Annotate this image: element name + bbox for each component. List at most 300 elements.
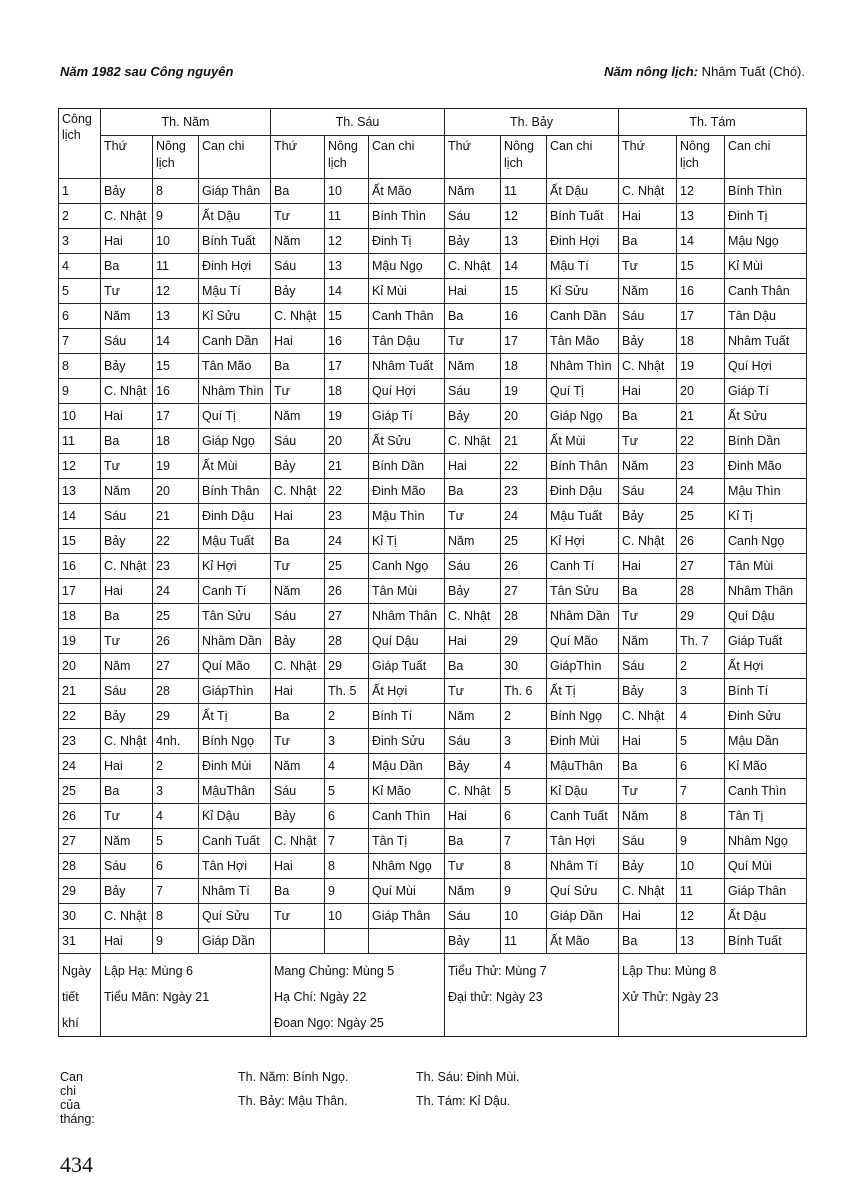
month-can-chi-entry: Th. Bảy: Mậu Thân.	[238, 1094, 348, 1108]
table-cell: Năm	[445, 179, 501, 204]
table-cell: Canh Thìn	[369, 804, 445, 829]
table-cell: Giáp Thân	[369, 904, 445, 929]
table-row	[59, 454, 807, 479]
table-cell: Nhâm Tí	[547, 854, 619, 879]
table-cell: Quí Mão	[199, 654, 271, 679]
table-cell: 12	[325, 229, 369, 254]
table-cell: Ba	[101, 604, 153, 629]
table-cell: 19	[325, 404, 369, 429]
table-row	[59, 654, 807, 679]
table-cell: Tư	[271, 904, 325, 929]
day-cell: 28	[59, 854, 101, 879]
table-cell: 8	[153, 904, 199, 929]
table-cell: 5	[325, 779, 369, 804]
tiet-khi-entry: Xử Thử: Ngày 23	[622, 990, 719, 1004]
day-cell: 27	[59, 829, 101, 854]
table-cell: 21	[153, 504, 199, 529]
table-cell: Sáu	[271, 429, 325, 454]
table-cell: Ba	[619, 404, 677, 429]
table-cell: 6	[501, 804, 547, 829]
table-cell: Ất Sửu	[369, 429, 445, 454]
table-cell: 3	[501, 729, 547, 754]
table-cell: Kỉ Tị	[725, 504, 807, 529]
table-cell: Sáu	[445, 904, 501, 929]
lunar-year-label: Năm nông lịch:	[604, 64, 699, 79]
table-cell	[369, 929, 445, 954]
table-cell: 6	[153, 854, 199, 879]
day-cell: 6	[59, 304, 101, 329]
table-row	[59, 404, 807, 429]
table-cell: Tư	[101, 804, 153, 829]
table-cell: Năm	[445, 529, 501, 554]
table-row	[59, 779, 807, 804]
calendar-table	[58, 108, 807, 1037]
table-cell: Th. 5	[325, 679, 369, 704]
table-cell: Giáp Ngọ	[547, 404, 619, 429]
table-row	[59, 829, 807, 854]
table-cell: 28	[677, 579, 725, 604]
table-cell: Bính Dần	[369, 454, 445, 479]
table-cell: 13	[677, 204, 725, 229]
table-cell: Ất Tị	[199, 704, 271, 729]
table-cell: Bính Thân	[199, 479, 271, 504]
day-cell: 30	[59, 904, 101, 929]
table-cell: Hai	[619, 379, 677, 404]
table-cell: C. Nhật	[101, 729, 153, 754]
table-row	[59, 254, 807, 279]
table-cell: Sáu	[619, 829, 677, 854]
table-cell: 7	[677, 779, 725, 804]
table-cell: C. Nhật	[271, 304, 325, 329]
table-cell: Năm	[271, 229, 325, 254]
table-cell: 16	[501, 304, 547, 329]
table-cell: GiápThìn	[547, 654, 619, 679]
table-cell: Hai	[101, 929, 153, 954]
table-cell: Năm	[271, 579, 325, 604]
table-cell: Quí Mùi	[725, 854, 807, 879]
table-cell: Mậu Ngọ	[369, 254, 445, 279]
table-cell: Tân Tị	[725, 804, 807, 829]
table-cell: Ất Mùi	[199, 454, 271, 479]
table-cell: 26	[325, 579, 369, 604]
table-cell: Bảy	[271, 629, 325, 654]
table-cell: Quí Mão	[547, 629, 619, 654]
table-cell: Hai	[445, 454, 501, 479]
table-cell: 9	[153, 204, 199, 229]
table-cell: Quí Tị	[547, 379, 619, 404]
page-number: 434	[60, 1152, 93, 1177]
table-cell: 20	[501, 404, 547, 429]
table-cell: C. Nhật	[619, 879, 677, 904]
table-cell: C. Nhật	[271, 479, 325, 504]
table-cell: Canh Thân	[725, 279, 807, 304]
table-cell: Tư	[271, 729, 325, 754]
day-cell: 8	[59, 354, 101, 379]
table-cell: Ba	[445, 304, 501, 329]
table-cell: Hai	[619, 554, 677, 579]
day-cell: 24	[59, 754, 101, 779]
table-cell: 2	[501, 704, 547, 729]
table-cell: 27	[501, 579, 547, 604]
table-cell: Canh Ngọ	[725, 529, 807, 554]
table-cell: Giáp Dần	[199, 929, 271, 954]
table-cell: Tư	[619, 779, 677, 804]
tiet-khi-entry: Mang Chủng: Mùng 5	[274, 964, 395, 978]
table-cell: 15	[153, 354, 199, 379]
table-cell: Kỉ Mão	[369, 779, 445, 804]
table-row	[59, 354, 807, 379]
table-cell: Tân Sửu	[547, 579, 619, 604]
column-header: Nông lịch	[153, 136, 199, 179]
table-cell: Đinh Hợi	[547, 229, 619, 254]
table-cell: Năm	[271, 754, 325, 779]
table-cell: Nhâm Dần	[199, 629, 271, 654]
table-cell: Bính Ngọ	[199, 729, 271, 754]
table-cell: Giáp Ngọ	[199, 429, 271, 454]
table-cell: Sáu	[619, 304, 677, 329]
table-cell: 21	[325, 454, 369, 479]
table-cell: Năm	[619, 804, 677, 829]
column-header: Thứ	[271, 136, 325, 179]
table-cell: 21	[677, 404, 725, 429]
table-cell: Mậu Thìn	[725, 479, 807, 504]
table-cell: Đinh Sửu	[369, 729, 445, 754]
table-cell: 6	[325, 804, 369, 829]
table-cell: 17	[501, 329, 547, 354]
table-cell: 18	[501, 354, 547, 379]
day-cell: 9	[59, 379, 101, 404]
table-cell: Năm	[445, 704, 501, 729]
table-row	[59, 604, 807, 629]
table-cell: Ba	[619, 229, 677, 254]
table-cell: Sáu	[445, 554, 501, 579]
table-cell: 15	[325, 304, 369, 329]
table-cell: 12	[501, 204, 547, 229]
month-header: Th. Sáu	[271, 109, 445, 136]
day-cell: 26	[59, 804, 101, 829]
table-cell: Bảy	[445, 754, 501, 779]
table-cell: 8	[501, 854, 547, 879]
table-cell: Quí Hợi	[369, 379, 445, 404]
table-row	[59, 904, 807, 929]
table-cell: Bảy	[619, 854, 677, 879]
day-cell: 11	[59, 429, 101, 454]
table-row	[59, 729, 807, 754]
table-cell: Ất Sửu	[725, 404, 807, 429]
table-cell: Canh Thân	[369, 304, 445, 329]
table-cell: Hai	[101, 754, 153, 779]
table-cell	[325, 929, 369, 954]
table-cell: 23	[325, 504, 369, 529]
table-cell: 29	[153, 704, 199, 729]
column-header: Thứ	[619, 136, 677, 179]
table-cell: Giáp Thân	[725, 879, 807, 904]
table-cell: 10	[325, 179, 369, 204]
table-cell: C. Nhật	[101, 204, 153, 229]
table-cell: 13	[153, 304, 199, 329]
table-cell: 2	[677, 654, 725, 679]
table-cell: Quí Mùi	[369, 879, 445, 904]
table-cell: 26	[677, 529, 725, 554]
tiet-khi-label: Ngày tiết khí	[59, 954, 101, 1037]
table-cell: Hai	[445, 279, 501, 304]
table-cell: Tân Dậu	[725, 304, 807, 329]
day-cell: 18	[59, 604, 101, 629]
table-cell: Tư	[271, 379, 325, 404]
table-cell: Bảy	[445, 579, 501, 604]
table-cell: 22	[153, 529, 199, 554]
table-cell: Kỉ Dậu	[547, 779, 619, 804]
table-cell: 25	[325, 554, 369, 579]
table-cell: Năm	[445, 879, 501, 904]
table-cell: Năm	[101, 654, 153, 679]
table-cell: C. Nhật	[445, 429, 501, 454]
table-cell: 7	[325, 829, 369, 854]
table-cell: Bảy	[271, 454, 325, 479]
table-cell: 4	[677, 704, 725, 729]
tiet-khi-cell	[619, 954, 807, 1037]
tiet-khi-row	[59, 954, 807, 1037]
table-cell: Sáu	[445, 379, 501, 404]
column-header: Can chi	[369, 136, 445, 179]
table-cell: 29	[325, 654, 369, 679]
table-cell: 17	[325, 354, 369, 379]
table-cell: Kỉ Mão	[725, 754, 807, 779]
table-cell: Sáu	[101, 679, 153, 704]
table-cell: 3	[153, 779, 199, 804]
table-cell: Tư	[445, 854, 501, 879]
table-cell: Tân Tị	[369, 829, 445, 854]
table-cell: 20	[153, 479, 199, 504]
tiet-khi-cell	[101, 954, 271, 1037]
table-cell: Ba	[101, 779, 153, 804]
day-cell: 7	[59, 329, 101, 354]
table-cell: C. Nhật	[271, 829, 325, 854]
table-cell: Hai	[101, 579, 153, 604]
table-cell: 5	[153, 829, 199, 854]
table-cell: 20	[677, 379, 725, 404]
column-header: Can chi	[547, 136, 619, 179]
table-cell: Ba	[101, 254, 153, 279]
table-cell: Ất Dậu	[725, 904, 807, 929]
table-cell: 16	[153, 379, 199, 404]
table-cell: 13	[325, 254, 369, 279]
table-cell: Tư	[445, 679, 501, 704]
table-cell: Năm	[101, 304, 153, 329]
table-cell: Canh Tuất	[547, 804, 619, 829]
table-cell: Sáu	[619, 479, 677, 504]
table-cell: Ất Mão	[547, 929, 619, 954]
table-cell: Đinh Mùi	[199, 754, 271, 779]
lunar-year-value: Nhâm Tuất (Chó).	[698, 64, 805, 79]
table-cell: Nhâm Dần	[547, 604, 619, 629]
table-cell: Hai	[271, 504, 325, 529]
table-cell: Tư	[445, 329, 501, 354]
cong-lich-header: Công lịch	[59, 109, 101, 179]
table-cell: 11	[325, 204, 369, 229]
day-cell: 17	[59, 579, 101, 604]
table-cell: Tân Sửu	[199, 604, 271, 629]
table-row	[59, 854, 807, 879]
table-cell: 28	[153, 679, 199, 704]
table-cell: Tư	[619, 429, 677, 454]
table-cell: Ba	[271, 354, 325, 379]
table-cell: Canh Tuất	[199, 829, 271, 854]
table-cell: Hai	[619, 729, 677, 754]
table-cell: 5	[501, 779, 547, 804]
table-cell: Sáu	[101, 854, 153, 879]
table-row	[59, 279, 807, 304]
table-cell: C. Nhật	[101, 379, 153, 404]
table-cell: 4nh.	[153, 729, 199, 754]
table-cell: Bính Dần	[725, 429, 807, 454]
table-cell: 22	[325, 479, 369, 504]
tiet-khi-entry: Đại thử: Ngày 23	[448, 990, 543, 1004]
table-cell: Th. 6	[501, 679, 547, 704]
table-cell: 7	[501, 829, 547, 854]
table-cell: Đinh Dậu	[547, 479, 619, 504]
tiet-khi-entry: Tiểu Thử: Mùng 7	[448, 964, 547, 978]
table-cell: Giáp Tuất	[369, 654, 445, 679]
table-row	[59, 204, 807, 229]
table-row	[59, 679, 807, 704]
table-cell: 15	[677, 254, 725, 279]
table-cell: Đinh Sửu	[725, 704, 807, 729]
table-cell: Nhâm Thìn	[547, 354, 619, 379]
table-cell: 16	[677, 279, 725, 304]
table-cell: 12	[153, 279, 199, 304]
table-cell: 14	[501, 254, 547, 279]
table-row	[59, 479, 807, 504]
column-header: Nông lịch	[501, 136, 547, 179]
table-cell: 27	[325, 604, 369, 629]
table-cell: Nhâm Ngọ	[369, 854, 445, 879]
table-row	[59, 704, 807, 729]
table-cell: Ba	[271, 879, 325, 904]
table-cell: GiápThìn	[199, 679, 271, 704]
table-cell: Th. 7	[677, 629, 725, 654]
table-cell: Bảy	[101, 354, 153, 379]
table-cell: Hai	[445, 804, 501, 829]
day-cell: 15	[59, 529, 101, 554]
table-cell: Canh Dần	[547, 304, 619, 329]
table-cell: Ba	[619, 929, 677, 954]
table-row	[59, 579, 807, 604]
table-cell: 25	[501, 529, 547, 554]
table-cell: Đinh Mùi	[547, 729, 619, 754]
table-cell: 14	[153, 329, 199, 354]
table-cell: Ất Dậu	[199, 204, 271, 229]
table-cell: Năm	[619, 454, 677, 479]
table-cell: MậuThân	[547, 754, 619, 779]
table-cell: 4	[501, 754, 547, 779]
table-cell: Năm	[445, 354, 501, 379]
table-cell: Hai	[271, 329, 325, 354]
table-row	[59, 379, 807, 404]
tiet-khi-cell	[271, 954, 445, 1037]
table-cell: Tư	[271, 204, 325, 229]
tiet-khi-entry: Tiểu Mãn: Ngày 21	[104, 990, 210, 1004]
table-cell: 10	[153, 229, 199, 254]
table-cell: 9	[677, 829, 725, 854]
table-cell: Mậu Dần	[725, 729, 807, 754]
table-cell: Giáp Tí	[725, 379, 807, 404]
table-cell: 25	[677, 504, 725, 529]
table-cell: Tân Mão	[199, 354, 271, 379]
table-cell: Năm	[101, 479, 153, 504]
table-cell: Quí Tị	[199, 404, 271, 429]
table-cell: 10	[325, 904, 369, 929]
table-cell: 15	[501, 279, 547, 304]
table-cell: 23	[677, 454, 725, 479]
table-cell: Nhâm Thìn	[199, 379, 271, 404]
table-cell: Hai	[619, 204, 677, 229]
table-cell: 20	[325, 429, 369, 454]
table-cell: 18	[153, 429, 199, 454]
table-row	[59, 179, 807, 204]
table-cell: Bảy	[445, 229, 501, 254]
table-cell: Hai	[101, 229, 153, 254]
table-cell: 21	[501, 429, 547, 454]
tiet-khi-entry: Đoan Ngọ: Ngày 25	[274, 1016, 384, 1030]
day-cell: 25	[59, 779, 101, 804]
table-cell: 9	[501, 879, 547, 904]
table-cell: Bính Tuất	[199, 229, 271, 254]
table-cell: Hai	[271, 679, 325, 704]
table-cell: Tư	[101, 279, 153, 304]
table-cell: 14	[677, 229, 725, 254]
table-cell: C. Nhật	[101, 554, 153, 579]
table-cell: Ba	[619, 754, 677, 779]
table-cell: 11	[501, 179, 547, 204]
table-cell: Canh Tí	[199, 579, 271, 604]
day-cell: 2	[59, 204, 101, 229]
table-cell: 19	[153, 454, 199, 479]
table-cell: 13	[501, 229, 547, 254]
column-header: Can chi	[199, 136, 271, 179]
table-cell: 11	[153, 254, 199, 279]
table-cell: Năm	[271, 404, 325, 429]
table-cell: Đinh Dậu	[199, 504, 271, 529]
table-cell: 27	[677, 554, 725, 579]
table-cell: 25	[153, 604, 199, 629]
table-cell: Bính Tuất	[725, 929, 807, 954]
table-cell: Sáu	[271, 254, 325, 279]
table-cell: Ba	[101, 429, 153, 454]
table-cell: Tư	[101, 454, 153, 479]
table-cell: Quí Sửu	[547, 879, 619, 904]
table-cell: Ba	[445, 479, 501, 504]
column-header: Thứ	[101, 136, 153, 179]
table-cell: Bính Ngọ	[547, 704, 619, 729]
table-cell: Canh Dần	[199, 329, 271, 354]
table-row	[59, 929, 807, 954]
table-cell: Bính Thân	[547, 454, 619, 479]
table-cell: 12	[677, 904, 725, 929]
table-cell: 26	[501, 554, 547, 579]
table-cell: Kỉ Mùi	[369, 279, 445, 304]
table-cell: C. Nhật	[445, 604, 501, 629]
table-cell: 26	[153, 629, 199, 654]
table-cell: 10	[501, 904, 547, 929]
table-cell: Nhâm Tuất	[725, 329, 807, 354]
table-cell: Bảy	[445, 929, 501, 954]
day-cell: 29	[59, 879, 101, 904]
table-row	[59, 529, 807, 554]
table-row	[59, 554, 807, 579]
table-cell: Bảy	[271, 804, 325, 829]
table-cell: Mậu Tuất	[547, 504, 619, 529]
